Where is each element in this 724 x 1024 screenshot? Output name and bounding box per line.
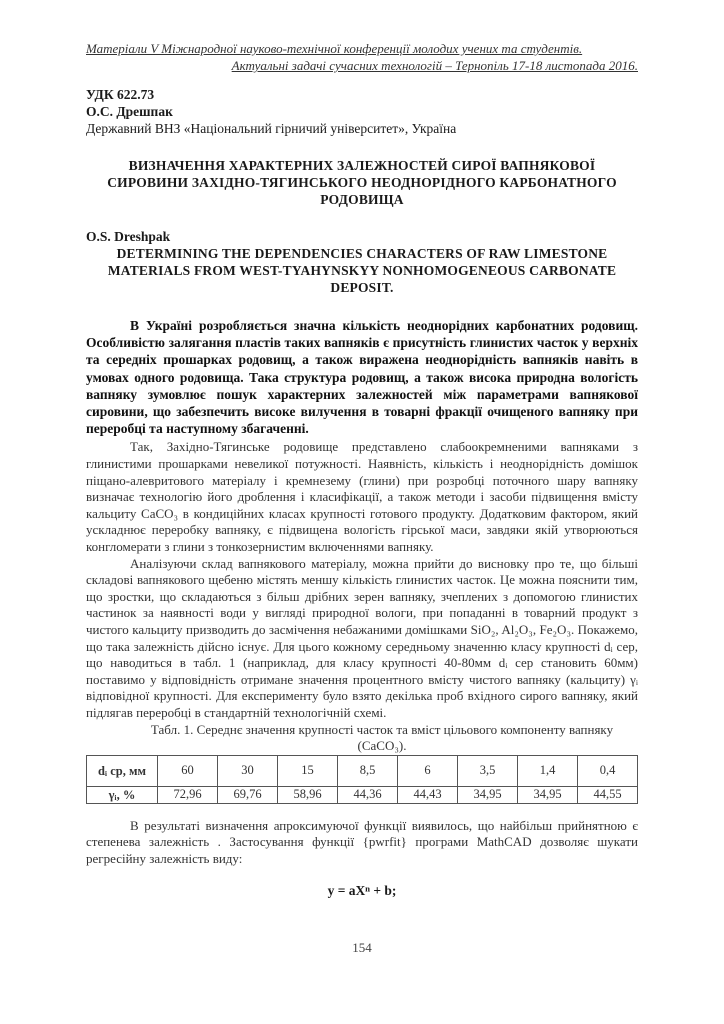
table-cell: 8,5 — [338, 755, 398, 786]
table-cell: 44,43 — [398, 786, 458, 803]
title-ua-line: РОДОВИЩА — [320, 192, 404, 207]
title-ua-line: СИРОВИНИ ЗАХІДНО-ТЯГИНСЬКОГО НЕОДНОРІДНОГО КАРБОНАТНОГО — [107, 175, 617, 190]
table-cell: 0,4 — [578, 755, 638, 786]
title-en — [86, 245, 638, 296]
table-caption: Табл. 1. Середнє значення крупності часток та вміст цільового компоненту вапняку (CaCO₃). — [150, 721, 614, 753]
page-number: 154 — [352, 940, 372, 955]
table-cell: 6 — [398, 755, 458, 786]
table-cell: 34,95 — [458, 786, 518, 803]
paper-page — [86, 40, 638, 899]
table-cell: 60 — [158, 755, 218, 786]
paragraph: Аналізуючи склад вапнякового матеріалу, можна прийти до висновку про те, що більші складові вапнякового щебеню містять меншу кількість глинистих часток. Це можна пояснити тим, що зростки, що складаються з більш дрібних зерен вапняку, зчеплених з допомогою глинистих частинок за наявності води у вигляді природної вологи, при попаданні в товарний продукт з чистого кальциту призводить до засмічення небажаними домішками SiO₂, Al₂O₃, Fe₂O₃. Покажемо, що така залежність дійсно існує. Для цього кожному середньому значенню класу крупності dᵢ сер, що наводиться в табл. 1 (наприклад, для класу крупності 40-80мм dᵢ сер становить 60мм) поставимо у відповідність отримане значення процентного вмісту чистого вапняку (кальциту) γᵢ відповідної крупності. Для експерименту було взято декілька проб вхідного сирого вапняку, який підлягав переробці в стандартній технологічній схемі. — [86, 555, 638, 720]
table-cell: 34,95 — [518, 786, 578, 803]
table-cell: 44,55 — [578, 786, 638, 803]
abstract: В Україні розробляється значна кількість неоднорідних карбонатних родовищ. Особливістю залягання пластів таких вапняків є присутність глинистих часток у верхніх та середніх прошарках родовищ, а також виражена неоднорідність вапняків навіть в умовах одного родовища. Така структура родовищ, а також висока природна вологість вапняку зумовлює пошук характерних залежностей між параметрами вапнякової сировини, що забезпечить високе вилучення в товарні фракції очищеного вапняку при переробці та наступному збагаченні. — [86, 318, 638, 437]
table-cell: 3,5 — [458, 755, 518, 786]
regression-formula: y = aXⁿ + b; — [327, 883, 397, 899]
udc-code: УДК 622.73 — [86, 87, 155, 102]
table-cell: 58,96 — [278, 786, 338, 803]
table-cell: 69,76 — [218, 786, 278, 803]
data-table — [86, 755, 638, 804]
author-ua: О.С. Дрешпак — [86, 104, 173, 119]
title-ua — [86, 157, 638, 208]
title-ua-line: ВИЗНАЧЕННЯ ХАРАКТЕРНИХ ЗАЛЕЖНОСТЕЙ СИРОЇ ВАПНЯКОВОЇ — [128, 158, 596, 173]
paragraph: В результаті визначення апроксимуючої функції виявилось, що найбільш прийнятною є степенева залежність . Застосування функції {pwrfit} програми MathCAD дозволяє шукати регресійну залежність виду: — [86, 817, 638, 866]
author-en: O.S. Dreshpak — [86, 229, 171, 244]
table-cell: 44,36 — [338, 786, 398, 803]
table-row — [87, 755, 638, 786]
paragraph: Так, Західно-Тягинське родовище представлено слабоокремненими вапняками з глинистими прошарками невеликої потужності. Наявність, кількість і неоднорідність домішок піщано-алевритового матеріалу і кремнезему (глини) при розробці поточного шару вапняку визначає технологію його дроблення і класифікації, а також методи і засоби підвищення вмісту кальциту CaCO₃ в кондиційних класах крупності готового продукту. Додатковим фактором, який ускладнює переробку вапняку, є підвищена вологість гірської маси, завдяки якій утворюються конгломерати з глини з тонкозернистим включеннями вапняку. — [86, 439, 638, 554]
body-text-after-table — [86, 818, 638, 868]
header-line-1: Матеріали V Міжнародної науково-технічної конференції молодих учених та студентів. — [86, 41, 583, 56]
affiliation: Державний ВНЗ «Національний гірничий університет», Україна — [86, 121, 457, 136]
article-meta — [86, 86, 638, 137]
running-header — [86, 40, 638, 74]
header-cell-d: dᵢ ср, мм — [87, 755, 158, 786]
table-cell: 30 — [218, 755, 278, 786]
header-line-2: Актуальні задачі сучасних технологій – Тернопіль 17-18 листопада 2016. — [231, 58, 638, 73]
title-en-line: DETERMINING THE DEPENDENCIES CHARACTERS OF RAW LIMESTONE — [116, 246, 608, 261]
body-text — [86, 439, 638, 721]
table-cell: 72,96 — [158, 786, 218, 803]
table-cell: 15 — [278, 755, 338, 786]
title-en-line: MATERIALS FROM WEST-TYAHYNSKYY NONHOMOGENEOUS CARBONATE — [107, 263, 617, 278]
table-cell: 1,4 — [518, 755, 578, 786]
title-en-line: DEPOSIT. — [330, 280, 394, 295]
header-cell-y: γᵢ, % — [87, 786, 158, 803]
table-row — [87, 786, 638, 803]
